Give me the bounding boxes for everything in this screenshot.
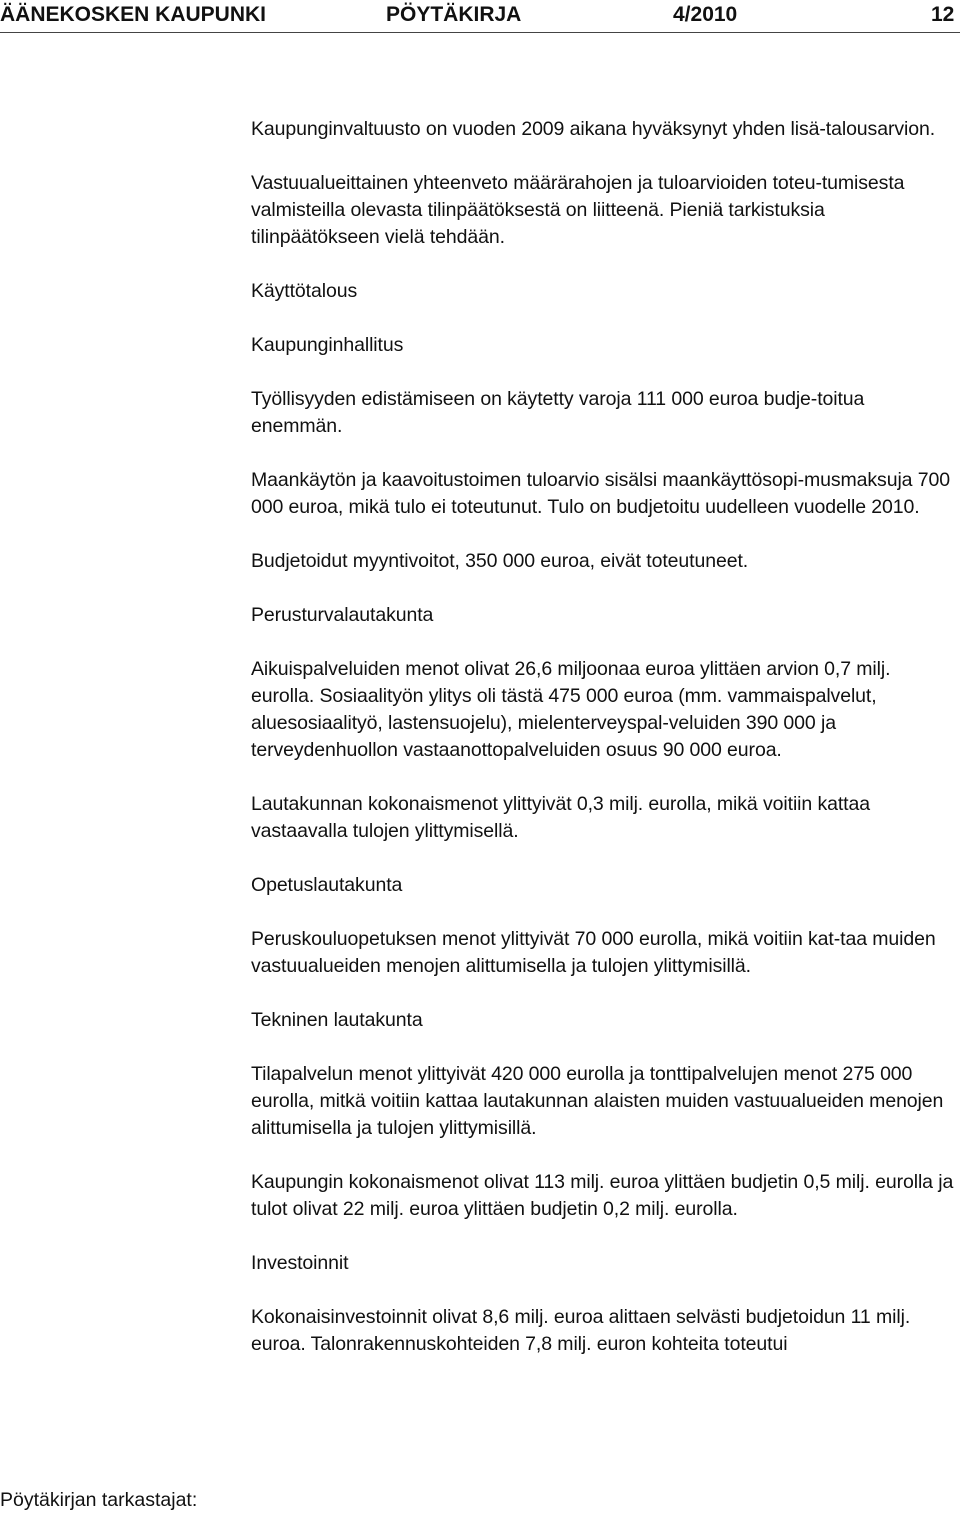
paragraph-city-totals: Kaupungin kokonaismenot olivat 113 milj. euroa ylittäen budjetin 0,5 milj. eurolla ja tulot olivat 22 milj. euroa ylittäen budjetin 0,2 milj. eurolla. bbox=[251, 1171, 954, 1220]
paragraph-facility-services: Tilapalvelun menot ylittyivät 420 000 eurolla ja tonttipalvelujen menot 275 000 eurolla, mitkä voitiin kattaa lautakunnan alaisten muiden vastuualueiden menojen alittumisella ja tulojen ylittymisillä. bbox=[251, 1063, 944, 1139]
section-heading-investoinnit: Investoinnit bbox=[251, 1252, 349, 1274]
paragraph-land-use: Maankäytön ja kaavoitustoimen tuloarvio sisälsi maankäyttösopi-musmaksuja 700 000 euroa, mikä tulo ei toteutunut. Tulo on budjetoitu uudelleen vuodelle 2010. bbox=[251, 469, 950, 518]
issue-number: 4/2010 bbox=[673, 3, 738, 26]
paragraph-employment: Työllisyyden edistämiseen on käytetty varoja 111 000 euroa budje-toitua enemmän. bbox=[251, 388, 865, 437]
section-heading-perusturva: Perusturvalautakunta bbox=[251, 604, 434, 626]
document-type: PÖYTÄKIRJA bbox=[386, 3, 522, 26]
section-heading-kaupunginhallitus: Kaupunginhallitus bbox=[251, 334, 404, 356]
document-body bbox=[251, 116, 956, 1385]
reviewers-label: Pöytäkirjan tarkastajat: bbox=[0, 1489, 198, 1511]
page-number: 12 bbox=[931, 3, 955, 26]
paragraph-basic-education: Peruskouluopetuksen menot ylittyivät 70 000 eurolla, mikä voitiin kat-taa muiden vastuualueiden menojen alittumisella ja tulojen ylittymisillä. bbox=[251, 928, 936, 977]
paragraph-supplementary-budget: Kaupunginvaltuusto on vuoden 2009 aikana hyväksynyt yhden lisä-talousarvion. bbox=[251, 118, 936, 140]
section-heading-opetus: Opetuslautakunta bbox=[251, 874, 403, 896]
paragraph-sales-gains: Budjetoidut myyntivoitot, 350 000 euroa, eivät toteutuneet. bbox=[251, 550, 749, 572]
header-divider bbox=[0, 32, 960, 33]
paragraph-investments: Kokonaisinvestoinnit olivat 8,6 milj. euroa alittaen selvästi budjetoidun 11 milj. euroa. Talonrakennuskohteiden 7,8 milj. euron kohteita toteutui bbox=[251, 1306, 911, 1355]
section-heading-tekninen: Tekninen lautakunta bbox=[251, 1009, 423, 1031]
organization-name: ÄÄNEKOSKEN KAUPUNKI bbox=[0, 3, 267, 26]
paragraph-adult-services: Aikuispalveluiden menot olivat 26,6 miljoonaa euroa ylittäen arvion 0,7 milj. eurolla. Sosiaalityön ylitys oli tästä 475 000 euroa (mm. vammaispalvelut, aluesosiaalityö, lastensuojelu), mielenterveyspal-veluiden 390 000 ja terveydenhuollon vastaanottopalveluiden osuus 90 000 euroa. bbox=[251, 658, 891, 761]
paragraph-summary-attachment: Vastuualueittainen yhteenveto määrärahojen ja tuloarvioiden toteu-tumisesta valmisteilla olevasta tilinpäätöksestä on liitteenä. Pieniä tarkistuksia tilinpäätökseen vielä tehdään. bbox=[251, 172, 905, 248]
page-header bbox=[0, 0, 960, 34]
paragraph-board-total-costs: Lautakunnan kokonaismenot ylittyivät 0,3 milj. eurolla, mikä voitiin kattaa vastaavalla tulojen ylittymisellä. bbox=[251, 793, 870, 842]
section-heading-kayttotalous: Käyttötalous bbox=[251, 280, 358, 302]
